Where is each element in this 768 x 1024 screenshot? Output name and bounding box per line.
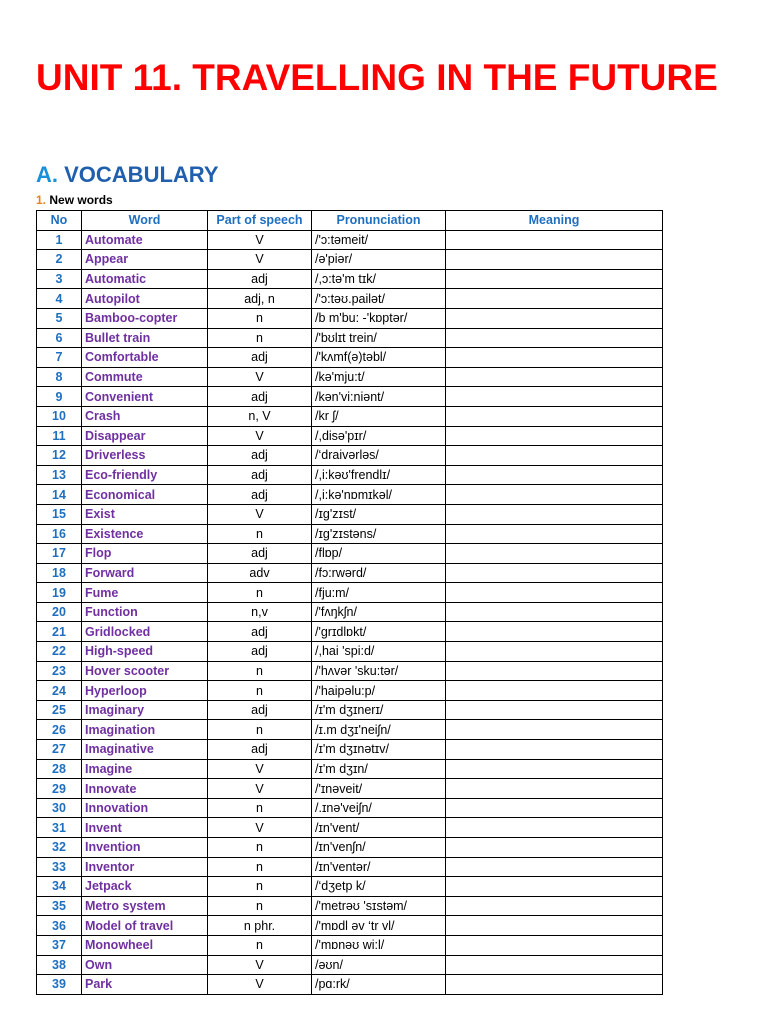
cell-meaning <box>446 700 663 720</box>
header-meaning: Meaning <box>446 211 663 231</box>
cell-word: Appear <box>82 250 208 270</box>
table-row <box>37 681 663 701</box>
cell-pronunciation: /'ɔ:təʊ.pailət/ <box>312 289 446 309</box>
cell-meaning <box>446 740 663 760</box>
cell-no: 31 <box>37 818 82 838</box>
cell-meaning <box>446 524 663 544</box>
table-row <box>37 387 663 407</box>
table-row <box>37 740 663 760</box>
table-row <box>37 544 663 564</box>
cell-part-of-speech: n <box>208 896 312 916</box>
cell-meaning <box>446 426 663 446</box>
cell-word: Imaginary <box>82 700 208 720</box>
cell-pronunciation: /'bʊlɪt trein/ <box>312 328 446 348</box>
cell-no: 11 <box>37 426 82 446</box>
cell-meaning <box>446 642 663 662</box>
table-row <box>37 328 663 348</box>
cell-no: 14 <box>37 485 82 505</box>
cell-word: Disappear <box>82 426 208 446</box>
cell-meaning <box>446 661 663 681</box>
table-row <box>37 269 663 289</box>
cell-pronunciation: /flɒp/ <box>312 544 446 564</box>
cell-no: 39 <box>37 975 82 995</box>
cell-word: Driverless <box>82 446 208 466</box>
cell-no: 32 <box>37 838 82 858</box>
cell-meaning <box>446 465 663 485</box>
cell-no: 30 <box>37 798 82 818</box>
cell-word: Monowheel <box>82 935 208 955</box>
cell-no: 27 <box>37 740 82 760</box>
cell-word: Jetpack <box>82 877 208 897</box>
cell-no: 5 <box>37 308 82 328</box>
cell-meaning <box>446 230 663 250</box>
cell-part-of-speech: adj <box>208 348 312 368</box>
table-row <box>37 230 663 250</box>
cell-word: Hover scooter <box>82 661 208 681</box>
cell-word: Imagination <box>82 720 208 740</box>
cell-pronunciation: /‘dʒetp k/ <box>312 877 446 897</box>
cell-pronunciation: /'haipəlu:p/ <box>312 681 446 701</box>
cell-part-of-speech: V <box>208 504 312 524</box>
cell-no: 21 <box>37 622 82 642</box>
table-row <box>37 406 663 426</box>
cell-word: Comfortable <box>82 348 208 368</box>
cell-no: 19 <box>37 583 82 603</box>
table-row <box>37 955 663 975</box>
cell-part-of-speech: V <box>208 426 312 446</box>
cell-meaning <box>446 328 663 348</box>
cell-part-of-speech: n <box>208 838 312 858</box>
cell-no: 37 <box>37 935 82 955</box>
cell-part-of-speech: V <box>208 779 312 799</box>
cell-no: 20 <box>37 602 82 622</box>
table-row <box>37 583 663 603</box>
cell-pronunciation: /əʊn/ <box>312 955 446 975</box>
vocabulary-table <box>36 210 663 995</box>
table-row <box>37 250 663 270</box>
table-row <box>37 308 663 328</box>
cell-word: Commute <box>82 367 208 387</box>
cell-word: Convenient <box>82 387 208 407</box>
cell-meaning <box>446 838 663 858</box>
table-row <box>37 818 663 838</box>
table-row <box>37 602 663 622</box>
cell-pronunciation: /‘draivərləs/ <box>312 446 446 466</box>
cell-pronunciation: /ɪ.m dʒɪ'neiʃn/ <box>312 720 446 740</box>
cell-meaning <box>446 367 663 387</box>
cell-word: Imagine <box>82 759 208 779</box>
cell-pronunciation: /ə'piər/ <box>312 250 446 270</box>
table-row <box>37 975 663 995</box>
table-row <box>37 700 663 720</box>
cell-meaning <box>446 779 663 799</box>
cell-word: Bullet train <box>82 328 208 348</box>
cell-no: 26 <box>37 720 82 740</box>
cell-part-of-speech: adv <box>208 563 312 583</box>
cell-part-of-speech: V <box>208 250 312 270</box>
cell-word: Forward <box>82 563 208 583</box>
table-row <box>37 524 663 544</box>
table-row <box>37 779 663 799</box>
cell-part-of-speech: adj <box>208 269 312 289</box>
cell-part-of-speech: n <box>208 935 312 955</box>
cell-part-of-speech: adj <box>208 465 312 485</box>
table-row <box>37 720 663 740</box>
cell-part-of-speech: adj <box>208 544 312 564</box>
cell-meaning <box>446 681 663 701</box>
cell-pronunciation: /b m'bu: -'kɒptər/ <box>312 308 446 328</box>
cell-pronunciation: /ɪn'ventər/ <box>312 857 446 877</box>
cell-word: Function <box>82 602 208 622</box>
cell-meaning <box>446 308 663 328</box>
cell-part-of-speech: n <box>208 877 312 897</box>
cell-no: 1 <box>37 230 82 250</box>
cell-word: Flop <box>82 544 208 564</box>
subsection-heading <box>36 192 113 208</box>
header-part-of-speech: Part of speech <box>208 211 312 231</box>
cell-word: Autopilot <box>82 289 208 309</box>
cell-meaning <box>446 759 663 779</box>
cell-no: 7 <box>37 348 82 368</box>
cell-meaning <box>446 955 663 975</box>
table-row <box>37 916 663 936</box>
cell-meaning <box>446 916 663 936</box>
cell-no: 38 <box>37 955 82 975</box>
cell-pronunciation: /'ɪnəveit/ <box>312 779 446 799</box>
cell-part-of-speech: n <box>208 328 312 348</box>
cell-pronunciation: /ɪn'venʃn/ <box>312 838 446 858</box>
table-row <box>37 877 663 897</box>
cell-word: Automate <box>82 230 208 250</box>
cell-no: 35 <box>37 896 82 916</box>
table-row <box>37 759 663 779</box>
cell-pronunciation: /'grɪdlɒkt/ <box>312 622 446 642</box>
cell-no: 13 <box>37 465 82 485</box>
section-heading <box>36 160 219 190</box>
cell-pronunciation: /fɔ:rwərd/ <box>312 563 446 583</box>
cell-pronunciation: /'fʌŋkʃn/ <box>312 602 446 622</box>
cell-word: Imaginative <box>82 740 208 760</box>
cell-word: Innovation <box>82 798 208 818</box>
cell-meaning <box>446 975 663 995</box>
cell-word: Innovate <box>82 779 208 799</box>
cell-part-of-speech: adj <box>208 622 312 642</box>
cell-word: Economical <box>82 485 208 505</box>
cell-pronunciation: /'kʌmf(ə)təbl/ <box>312 348 446 368</box>
cell-meaning <box>446 485 663 505</box>
cell-part-of-speech: n <box>208 798 312 818</box>
table-header-row <box>37 211 663 231</box>
cell-word: Fume <box>82 583 208 603</box>
table-row <box>37 661 663 681</box>
cell-pronunciation: /kən'vi:niənt/ <box>312 387 446 407</box>
cell-meaning <box>446 818 663 838</box>
subsection-number: 1. <box>36 193 47 207</box>
table-row <box>37 465 663 485</box>
cell-meaning <box>446 857 663 877</box>
cell-no: 6 <box>37 328 82 348</box>
cell-word: Eco-friendly <box>82 465 208 485</box>
cell-no: 33 <box>37 857 82 877</box>
cell-word: Hyperloop <box>82 681 208 701</box>
cell-part-of-speech: V <box>208 230 312 250</box>
cell-word: Park <box>82 975 208 995</box>
cell-word: Own <box>82 955 208 975</box>
cell-no: 23 <box>37 661 82 681</box>
cell-meaning <box>446 602 663 622</box>
cell-no: 25 <box>37 700 82 720</box>
cell-meaning <box>446 798 663 818</box>
cell-part-of-speech: V <box>208 759 312 779</box>
subsection-title: New words <box>49 193 113 207</box>
cell-no: 28 <box>37 759 82 779</box>
cell-part-of-speech: adj <box>208 700 312 720</box>
cell-meaning <box>446 504 663 524</box>
cell-pronunciation: /ɪg'zɪstəns/ <box>312 524 446 544</box>
cell-pronunciation: /pɑ:rk/ <box>312 975 446 995</box>
cell-pronunciation: /kr ʃ/ <box>312 406 446 426</box>
cell-meaning <box>446 348 663 368</box>
cell-part-of-speech: n <box>208 524 312 544</box>
cell-pronunciation: /kə'mju:t/ <box>312 367 446 387</box>
page-title: UNIT 11. TRAVELLING IN THE FUTURE <box>36 57 718 98</box>
cell-word: Gridlocked <box>82 622 208 642</box>
cell-meaning <box>446 877 663 897</box>
table-row <box>37 348 663 368</box>
section-letter: A. <box>36 162 58 187</box>
cell-part-of-speech: adj, n <box>208 289 312 309</box>
table-row <box>37 289 663 309</box>
cell-meaning <box>446 720 663 740</box>
table-row <box>37 838 663 858</box>
cell-meaning <box>446 269 663 289</box>
cell-part-of-speech: n <box>208 720 312 740</box>
cell-part-of-speech: n, V <box>208 406 312 426</box>
table-row <box>37 367 663 387</box>
cell-part-of-speech: adj <box>208 485 312 505</box>
table-body <box>37 230 663 994</box>
table-row <box>37 935 663 955</box>
cell-meaning <box>446 935 663 955</box>
cell-part-of-speech: n <box>208 681 312 701</box>
cell-part-of-speech: n <box>208 857 312 877</box>
cell-pronunciation: /,i:kə'nɒmɪkəl/ <box>312 485 446 505</box>
cell-pronunciation: /ɪ'm dʒɪnətɪv/ <box>312 740 446 760</box>
cell-part-of-speech: V <box>208 975 312 995</box>
cell-pronunciation: /'mɒdl əv ‘tr vl/ <box>312 916 446 936</box>
cell-pronunciation: /,hai 'spi:d/ <box>312 642 446 662</box>
cell-pronunciation: /'metrəʊ 'sɪstəm/ <box>312 896 446 916</box>
cell-no: 10 <box>37 406 82 426</box>
cell-word: Automatic <box>82 269 208 289</box>
cell-no: 16 <box>37 524 82 544</box>
cell-pronunciation: /,disə'pɪr/ <box>312 426 446 446</box>
table-row <box>37 485 663 505</box>
table-row <box>37 622 663 642</box>
cell-pronunciation: /,i:kəʊ'frendlɪ/ <box>312 465 446 485</box>
cell-meaning <box>446 289 663 309</box>
cell-meaning <box>446 250 663 270</box>
cell-pronunciation: /'mɒnəʊ wi:l/ <box>312 935 446 955</box>
cell-part-of-speech: adj <box>208 387 312 407</box>
cell-word: Exist <box>82 504 208 524</box>
header-pronunciation: Pronunciation <box>312 211 446 231</box>
table-row <box>37 896 663 916</box>
cell-no: 29 <box>37 779 82 799</box>
cell-part-of-speech: n,v <box>208 602 312 622</box>
table-row <box>37 446 663 466</box>
cell-word: High-speed <box>82 642 208 662</box>
cell-no: 18 <box>37 563 82 583</box>
cell-meaning <box>446 387 663 407</box>
cell-no: 3 <box>37 269 82 289</box>
cell-meaning <box>446 583 663 603</box>
table-row <box>37 857 663 877</box>
cell-part-of-speech: adj <box>208 642 312 662</box>
cell-pronunciation: /ɪn'vent/ <box>312 818 446 838</box>
cell-no: 12 <box>37 446 82 466</box>
cell-word: Bamboo-copter <box>82 308 208 328</box>
cell-word: Invention <box>82 838 208 858</box>
cell-part-of-speech: adj <box>208 740 312 760</box>
table-row <box>37 798 663 818</box>
header-no: No <box>37 211 82 231</box>
cell-meaning <box>446 896 663 916</box>
cell-part-of-speech: V <box>208 955 312 975</box>
cell-meaning <box>446 563 663 583</box>
section-title: VOCABULARY <box>64 162 219 187</box>
cell-pronunciation: /ɪg'zɪst/ <box>312 504 446 524</box>
cell-pronunciation: /'hʌvər 'sku:tər/ <box>312 661 446 681</box>
cell-meaning <box>446 446 663 466</box>
table-row <box>37 563 663 583</box>
cell-word: Model of travel <box>82 916 208 936</box>
cell-word: Existence <box>82 524 208 544</box>
cell-pronunciation: /fju:m/ <box>312 583 446 603</box>
cell-no: 24 <box>37 681 82 701</box>
cell-word: Inventor <box>82 857 208 877</box>
cell-part-of-speech: adj <box>208 446 312 466</box>
cell-pronunciation: /,ɔ:tə'm tɪk/ <box>312 269 446 289</box>
cell-part-of-speech: n <box>208 583 312 603</box>
cell-part-of-speech: V <box>208 367 312 387</box>
cell-part-of-speech: n phr. <box>208 916 312 936</box>
cell-pronunciation: /ɪ'm dʒɪn/ <box>312 759 446 779</box>
cell-no: 9 <box>37 387 82 407</box>
table-row <box>37 642 663 662</box>
cell-no: 2 <box>37 250 82 270</box>
cell-part-of-speech: n <box>208 308 312 328</box>
cell-meaning <box>446 406 663 426</box>
cell-word: Invent <box>82 818 208 838</box>
cell-pronunciation: /.ɪnə'veiʃn/ <box>312 798 446 818</box>
cell-no: 8 <box>37 367 82 387</box>
cell-pronunciation: /ɪ'm dʒɪnerɪ/ <box>312 700 446 720</box>
cell-part-of-speech: n <box>208 661 312 681</box>
header-word: Word <box>82 211 208 231</box>
cell-meaning <box>446 544 663 564</box>
cell-word: Metro system <box>82 896 208 916</box>
cell-no: 17 <box>37 544 82 564</box>
table-row <box>37 504 663 524</box>
cell-no: 34 <box>37 877 82 897</box>
cell-no: 22 <box>37 642 82 662</box>
cell-meaning <box>446 622 663 642</box>
cell-no: 36 <box>37 916 82 936</box>
cell-part-of-speech: V <box>208 818 312 838</box>
cell-word: Crash <box>82 406 208 426</box>
cell-no: 4 <box>37 289 82 309</box>
cell-no: 15 <box>37 504 82 524</box>
cell-pronunciation: /'ɔ:təmeit/ <box>312 230 446 250</box>
table-row <box>37 426 663 446</box>
